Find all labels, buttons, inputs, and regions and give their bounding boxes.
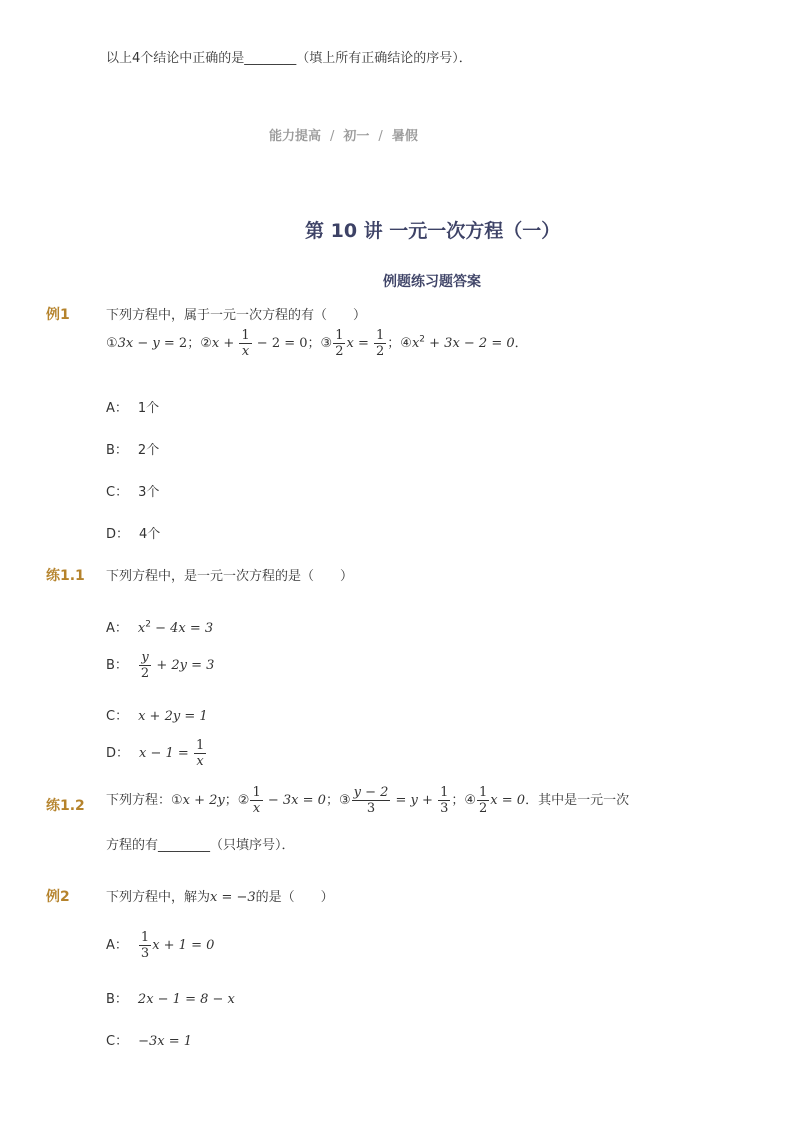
option-key: A： xyxy=(106,401,128,416)
example-2-stem: 下列方程中，解为x = −3的是（ ） xyxy=(106,890,334,905)
breadcrumb-item-grade: 初一 xyxy=(343,129,370,144)
stem-prefix: 下列方程： xyxy=(106,793,172,808)
breadcrumb-separator: / xyxy=(330,129,335,144)
stem-suffix: ．其中是一元一次 xyxy=(525,793,630,808)
example-1-option-b[interactable] xyxy=(106,439,159,458)
practice-1-2-label: 练1.2 xyxy=(46,798,85,814)
option-key: B： xyxy=(106,992,128,1007)
stem-suffix: 的是（ ） xyxy=(255,890,334,905)
practice-1-1-label: 练1.1 xyxy=(46,568,85,584)
example-2-option-a[interactable]: A： $\frac{1}{3}$ x + 1 = 0 xyxy=(106,930,215,961)
breadcrumb-separator: / xyxy=(378,129,383,144)
practice-1-1-option-d[interactable]: D： x − 1 = $\frac{1}{x}$ xyxy=(106,738,205,769)
option-text: 4个 xyxy=(139,527,161,542)
option-text: 2个 xyxy=(137,443,160,458)
practice-1-1-option-c[interactable]: C： x + 2y = 1 xyxy=(106,705,208,724)
practice-1-2-stem-line2: 方程的有________（只填序号）． xyxy=(106,838,295,853)
option-key: A： xyxy=(106,621,128,636)
option-key: D： xyxy=(106,746,130,761)
example-1-label: 例1 xyxy=(46,307,70,323)
example-1-stem: 下列方程中，属于一元一次方程的有（ ） xyxy=(106,308,367,323)
example-1-option-a[interactable] xyxy=(106,397,159,416)
option-key: C： xyxy=(106,1034,129,1049)
previous-question-tail: 以上4个结论中正确的是________（填上所有正确结论的序号）． xyxy=(106,51,472,66)
section-subtitle: 例题练习题答案 xyxy=(383,274,481,290)
example-2-label: 例2 xyxy=(46,889,70,905)
example-2-option-c[interactable]: C： −3x = 1 xyxy=(106,1030,192,1049)
option-key: A： xyxy=(106,938,128,953)
example-2-option-b[interactable]: B： 2x − 1 = 8 − x xyxy=(106,988,235,1007)
option-text: 3个 xyxy=(138,485,160,500)
breadcrumb xyxy=(269,125,418,144)
practice-1-1-stem: 下列方程中，是一元一次方程的是（ ） xyxy=(106,569,354,584)
breadcrumb-item-level: 能力提高 xyxy=(269,129,322,144)
practice-1-1-option-a[interactable]: A： $x^2 - 4x = 3$ xyxy=(106,617,213,636)
option-key: C： xyxy=(106,485,129,500)
page-title: 第 10 讲 一元一次方程（一） xyxy=(305,220,561,242)
option-key: B： xyxy=(106,658,128,673)
example-1-option-c[interactable] xyxy=(106,481,159,500)
stem-prefix: 下列方程中，解为 xyxy=(106,890,211,905)
practice-1-1-option-b[interactable]: B： $\frac{y}{2}$ + 2y = 3 xyxy=(106,650,215,681)
option-key: C： xyxy=(106,709,129,724)
example-1-equations: ①3x − y = 2；②x + $\frac{1}{x}$ − 2 = 0；③ $\frac{1}{2}$ x = $\frac{1}{2}$ ；$④x^2 + 3x - 2 = 0$． xyxy=(106,328,528,359)
option-key: B： xyxy=(106,443,128,458)
breadcrumb-item-term: 暑假 xyxy=(391,129,418,144)
option-text: 1个 xyxy=(137,401,160,416)
example-1-option-d[interactable] xyxy=(106,523,160,542)
option-key: D： xyxy=(106,527,130,542)
practice-1-2-stem: 下列方程：①x + 2y；② $\frac{1}{x}$ − 3x = 0；③ $\frac{y - 2}{3}$ = y + $\frac{1}{3}$ ；④ $\frac{1}{2}$ x = 0．其中是一元一次 xyxy=(106,785,630,816)
